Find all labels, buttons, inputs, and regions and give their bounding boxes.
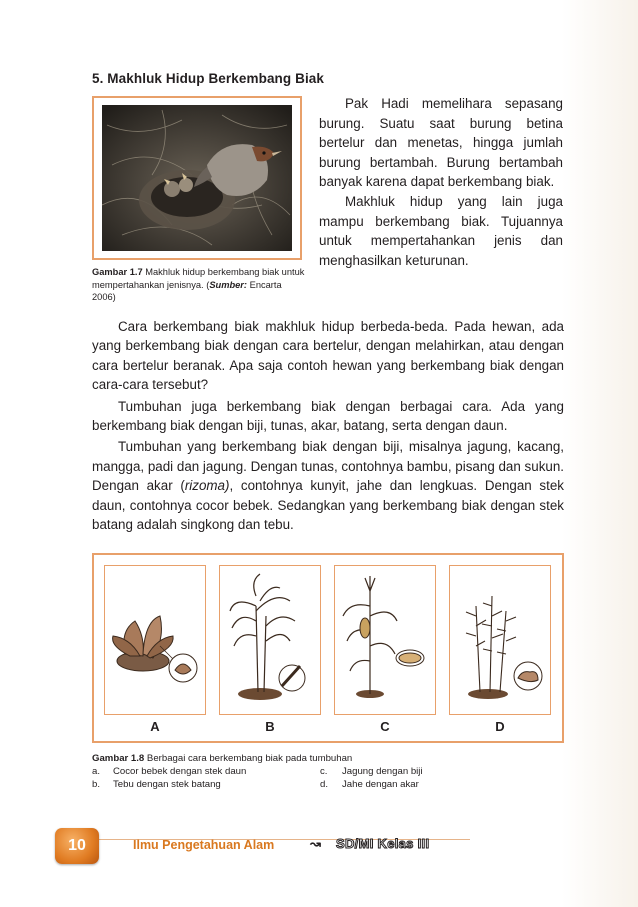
body-paragraph-3-italic: rizoma) [184,478,230,494]
source-label: Sumber: [209,279,248,290]
panel-d [449,565,551,715]
panel-label-c: C [380,719,390,734]
ginger-plant-icon [450,566,550,714]
caption-text: Makhluk hidup berkembang biak untuk mempertahankan jenisnya. ( [92,267,305,290]
corn-plant-icon [335,566,435,714]
figure-1-7-frame [92,96,302,260]
body-paragraph-3 [92,437,564,534]
body-paragraph-2: Tumbuhan juga berkembang biak dengan berbagai cara. Ada yang berkembang biak dengan biji, tunas, akar, batang, serta dengan daun. [92,398,564,434]
caption-title-row [92,752,564,765]
squiggle-arrow-icon: ↝ [310,836,321,851]
caption-row-1 [92,765,564,778]
body-paragraph-3-part-a: Tumbuhan yang berkembang biak dengan biji, misalnya jagung, kacang, mangga, padi dan jagung. Dengan tunas, contohnya bambu, pisang dan sukun. Dengan akar ( [92,439,565,494]
item-key-b: b. [92,779,101,791]
footer-class-label: SD/MI Kelas III [336,836,430,851]
footer-subject: Ilmu Pengetahuan Alam [133,838,275,852]
item-text-d: Jahe dengan akar [342,779,419,791]
panel-label-a: A [150,719,160,734]
body-text [92,317,564,534]
item-text-c: Jagung dengan biji [342,766,423,778]
figure-label: Gambar 1.8 [92,753,145,764]
body-paragraph-3-part-b: , contohnya kunyit, jahe dan lengkuas. Dengan stek daun, contohnya cocor bebek. Sedangkan yang berkembang biak dengan stek batang adalah singkong dan tebu. [92,478,564,533]
bird-nest-photo [102,105,292,251]
page-number-badge: 10 [55,828,99,864]
cocor-bebek-plant-icon [105,566,205,714]
sugarcane-cutting-icon [220,566,320,714]
figure-label: Gambar 1.7 [92,267,143,277]
intro-paragraph-2: Makhluk hidup yang lain juga mampu berkembang biak. Tujuannya untuk mempertahankan jenis dan menghasilkan keturunan. [319,193,563,268]
section-heading: 5. Makhluk Hidup Berkembang Biak [92,71,325,86]
source-text: Encarta 2006) [92,279,282,302]
item-key-c: c. [320,766,328,778]
caption-row-2 [92,778,564,791]
panel-c [334,565,436,715]
item-key-d: d. [320,779,329,791]
item-text-b: Tebu dengan stek batang [113,779,221,791]
panel-label-d: D [495,719,505,734]
body-paragraph-1: Cara berkembang biak makhluk hidup berbeda-beda. Pada hewan, ada yang berkembang biak dengan cara bertelur, dengan melahirkan, atau dengan cara bertelur beranak. Apa saja contoh hewan yang berkembang biak dengan cara-cara tersebut? [92,319,564,393]
panel-a [104,565,206,715]
panel-label-b: B [265,719,275,734]
figure-1-8 [92,553,564,743]
figure-1-8-caption [92,752,564,792]
figure-1-7-caption [92,266,306,304]
item-text-a: Cocor bebek dengan stek daun [113,766,247,778]
panel-b [219,565,321,715]
intro-paragraph-1: Pak Hadi memelihara sepasang burung. Suatu saat burung betina bertelur dan menetas, hingga jumlah burung bertambah. Burung bertambah banyak karena dapat berkembang biak. [319,96,563,190]
intro-column [319,94,563,270]
caption-text: Berbagai cara berkembang biak pada tumbuhan [144,753,353,764]
item-key-a: a. [92,766,101,778]
